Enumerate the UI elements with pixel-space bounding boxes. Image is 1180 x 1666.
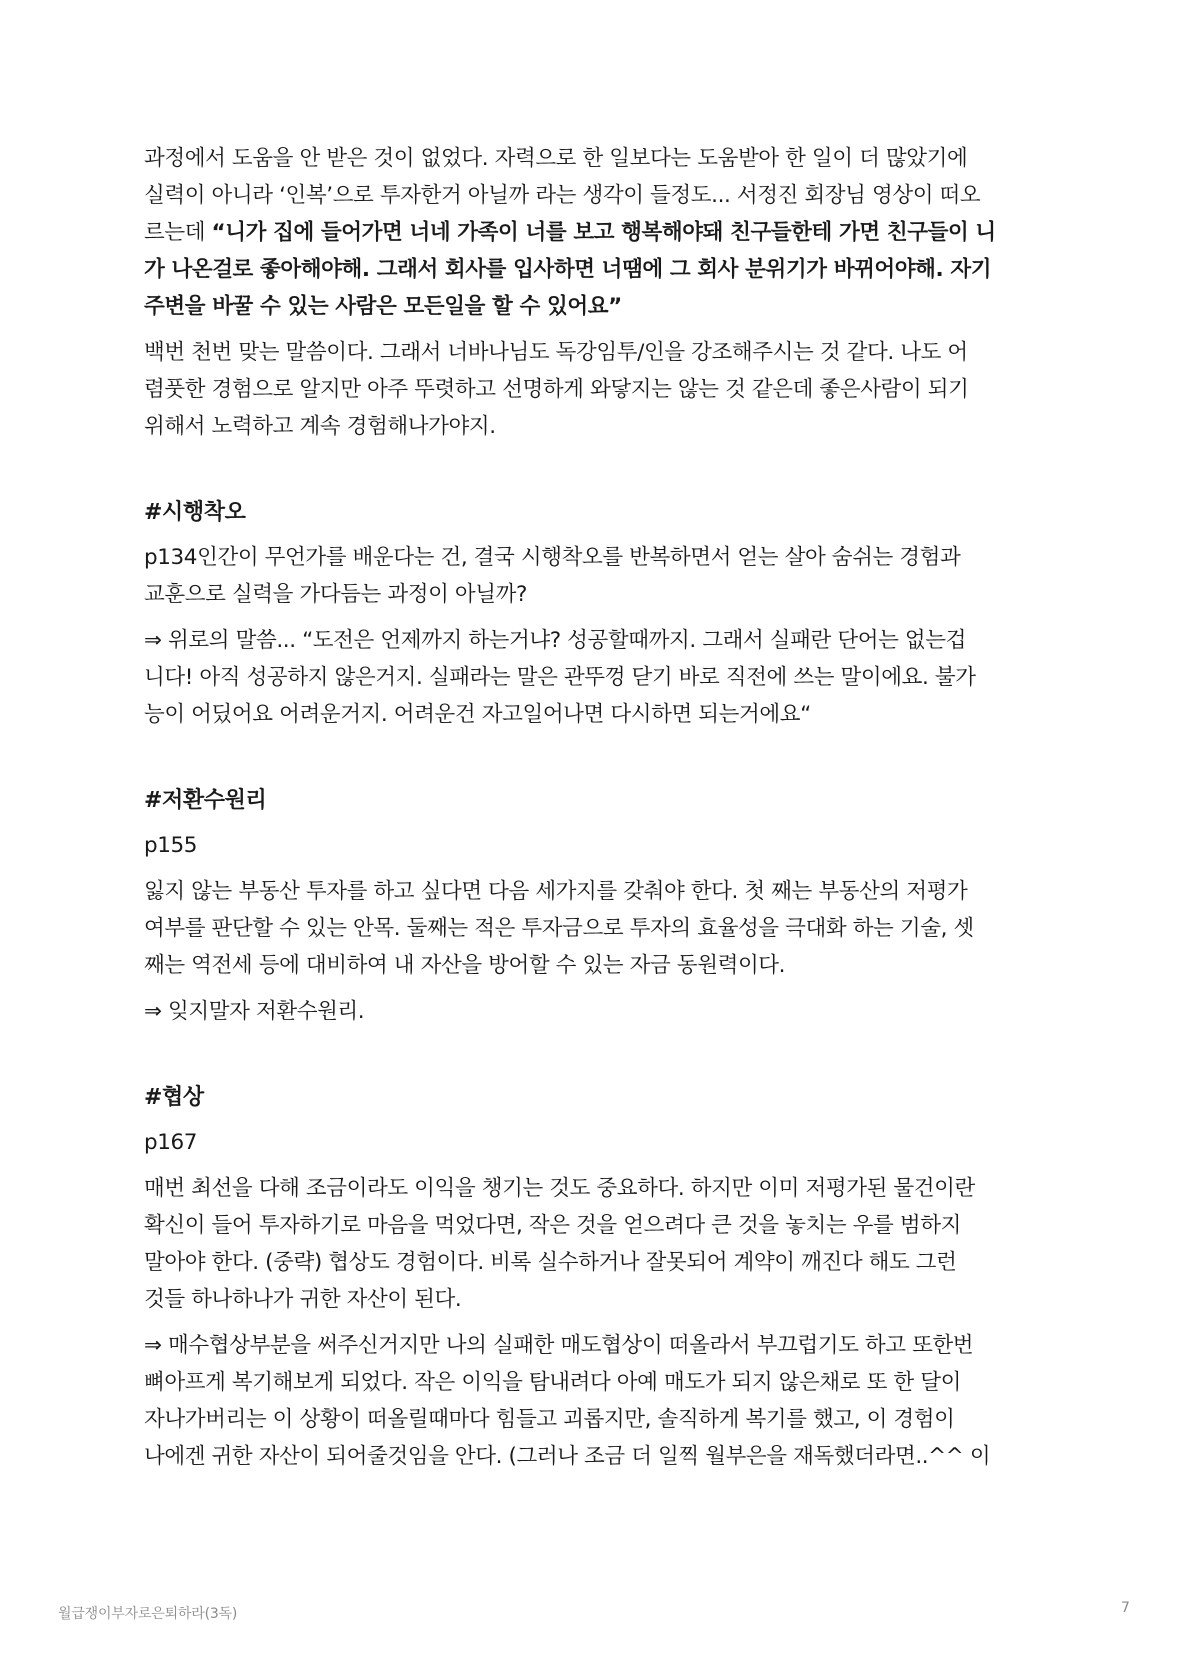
text-line: ⇒ 매수협상부분을 써주신거지만 나의 실패한 매도협상이 떠올라서 부끄럽기도 하고 또한번 bbox=[144, 1333, 974, 1358]
section-heading: #협상 bbox=[144, 1085, 204, 1110]
text-line: 위해서 노력하고 계속 경험해나가야지. bbox=[144, 414, 496, 439]
paragraph bbox=[144, 1170, 1044, 1318]
intro-paragraph-2 bbox=[144, 334, 1044, 445]
text-line: 백번 천번 맞는 말씀이다. 그래서 너바나님도 독강임투/인을 강조해주시는 것 같다. 나도 어 bbox=[144, 340, 968, 365]
intro-paragraph-1 bbox=[144, 140, 1044, 325]
text-line: 것들 하나하나가 귀한 자산이 된다. bbox=[144, 1287, 462, 1312]
paragraph bbox=[144, 622, 1044, 733]
section-negotiation bbox=[144, 1078, 1044, 1475]
page-reference bbox=[144, 827, 1044, 864]
text-line: 렴풋한 경험으로 알지만 아주 뚜렷하고 선명하게 와닿지는 않는 것 같은데 좋은사람이 되기 bbox=[144, 377, 969, 402]
text-line: 뼈아프게 복기해보게 되었다. 작은 이익을 탐내려다 아예 매도가 되지 않은채로 또 한 달이 bbox=[144, 1370, 961, 1395]
page-number: 7 bbox=[1121, 1600, 1130, 1616]
paragraph bbox=[144, 993, 1044, 1030]
text-line: 확신이 들어 투자하기로 마음을 먹었다면, 작은 것을 얻으려다 큰 것을 놓치는 우를 범하지 bbox=[144, 1213, 961, 1238]
text-line: 째는 역전세 등에 대비하여 내 자산을 방어할 수 있는 자금 동원력이다. bbox=[144, 953, 786, 978]
page-reference bbox=[144, 1124, 1044, 1161]
text-line: 과정에서 도움을 안 받은 것이 없었다. 자력으로 한 일보다는 도움받아 한 일이 더 많았기에 bbox=[144, 146, 968, 171]
text-line: 매번 최선을 다해 조금이라도 이익을 챙기는 것도 중요하다. 하지만 이미 저평가된 물건이란 bbox=[144, 1176, 975, 1201]
text-line: p134인간이 무언가를 배운다는 건, 결국 시행착오를 반복하면서 얻는 살아 숨쉬는 경험과 bbox=[144, 545, 961, 570]
text-line: 교훈으로 실력을 가다듬는 과정이 아닐까? bbox=[144, 582, 528, 607]
section-heading: #시행착오 bbox=[144, 500, 246, 525]
text-run: 르는데 bbox=[144, 220, 212, 245]
text-line: 실력이 아니라 ‘인복’으로 투자한거 아닐까 라는 생각이 들정도... 서정진 회장님 영상이 떠오 bbox=[144, 183, 981, 208]
text-line: 능이 어딨어요 어려운거지. 어려운건 자고일어나면 다시하면 되는거에요“ bbox=[144, 702, 811, 727]
paragraph bbox=[144, 1327, 1044, 1475]
text-line: 니다! 아직 성공하지 않은거지. 실패라는 말은 관뚜껑 닫기 바로 직전에 쓰는 말이에요. 불가 bbox=[144, 665, 976, 690]
text-line: ⇒ 잊지말자 저환수원리. bbox=[144, 999, 365, 1024]
paragraph bbox=[144, 873, 1044, 984]
quote-line: 가 나온걸로 좋아해야해. 그래서 회사를 입사하면 너땜에 그 회사 분위기가 바뀌어야해. 자기 bbox=[144, 257, 992, 282]
text-line: p155 bbox=[144, 833, 198, 858]
text-line bbox=[144, 214, 1044, 251]
text-line: 자나가버리는 이 상황이 떠올릴때마다 힘들고 괴롭지만, 솔직하게 복기를 했고, 이 경험이 bbox=[144, 1407, 955, 1432]
quote-bold: “니가 집에 들어가면 너네 가족이 너를 보고 행복해야돼 친구들한테 가면 친구들이 니 bbox=[211, 220, 996, 245]
text-line: ⇒ 위로의 말씀... “도전은 언제까지 하는거냐? 성공할때까지. 그래서 실패란 단어는 없는겁 bbox=[144, 628, 966, 653]
text-line: 잃지 않는 부동산 투자를 하고 싶다면 다음 세가지를 갖춰야 한다. 첫 째는 부동산의 저평가 bbox=[144, 879, 968, 904]
text-line: p167 bbox=[144, 1130, 198, 1155]
text-line: 여부를 판단할 수 있는 안목. 둘째는 적은 투자금으로 투자의 효율성을 극대화 하는 기술, 셋 bbox=[144, 916, 974, 941]
text-line: 말아야 한다. (중략) 협상도 경험이다. 비록 실수하거나 잘못되어 계약이 깨진다 해도 그런 bbox=[144, 1250, 957, 1275]
text-line: 나에겐 귀한 자산이 되어줄것임을 안다. (그러나 조금 더 일찍 월부은을 재독했더라면..^^ 이 bbox=[144, 1444, 991, 1469]
footer-title: 월급쟁이부자로은퇴하라(3독) bbox=[58, 1606, 238, 1622]
section-trial-and-error bbox=[144, 493, 1044, 733]
section-heading: #저환수원리 bbox=[144, 788, 267, 813]
quote-line: 주변을 바꿀 수 있는 사람은 모든일을 할 수 있어요” bbox=[144, 294, 622, 319]
document-body bbox=[144, 140, 1044, 1484]
paragraph bbox=[144, 539, 1044, 613]
section-principle bbox=[144, 781, 1044, 1030]
